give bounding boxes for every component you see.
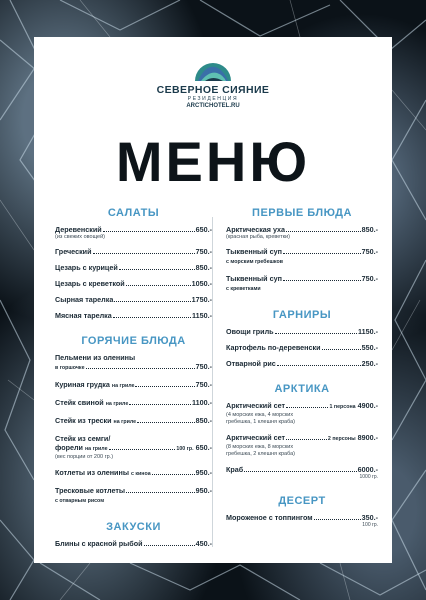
item-name: Мясная тарелка xyxy=(55,311,112,320)
item-note: (4 морских ежа, 4 морских xyxy=(226,412,294,418)
leader-dots xyxy=(113,317,191,318)
item-note: гребешка, 1 клешня краба) xyxy=(226,419,295,425)
item-price: 750.- xyxy=(361,247,378,256)
section-gap xyxy=(226,487,378,495)
leader-dots xyxy=(314,519,361,520)
section-heading-hot: ГОРЯЧИЕ БЛЮДА xyxy=(81,335,186,347)
item-name: Цезарь с курицей xyxy=(55,263,118,272)
menu-item xyxy=(55,398,212,409)
menu-title-graphic xyxy=(34,131,392,191)
leader-dots xyxy=(275,333,357,334)
item-note: (из свежих овощей) xyxy=(55,234,105,240)
menu-item xyxy=(55,539,212,548)
brand-subtitle: РЕЗИДЕНЦИЯ xyxy=(187,96,239,102)
leader-dots xyxy=(283,280,361,281)
item-price: 1150.- xyxy=(358,327,378,336)
item-note: (красная рыба, креветки) xyxy=(226,234,290,240)
item-sub: с отварным рисом xyxy=(55,498,105,504)
item-name: Сырная тарелка xyxy=(55,295,114,304)
item-name: Арктический сет xyxy=(226,401,286,410)
leader-dots xyxy=(126,285,191,286)
item-name: Стейк свиной xyxy=(55,398,104,407)
leader-dots xyxy=(86,368,195,369)
leader-dots xyxy=(322,349,361,350)
leader-dots xyxy=(277,365,361,366)
item-name: Арктический сет xyxy=(226,433,286,442)
northern-lights-logo-icon xyxy=(193,57,233,83)
item-price: 350.- xyxy=(361,513,378,522)
item-note: (вес порции от 200 гр.) xyxy=(55,454,114,460)
section-heading-arctic: АРКТИКА xyxy=(274,383,330,395)
item-sub: с креветками xyxy=(226,286,261,292)
section-heading-first-courses: ПЕРВЫЕ БЛЮДА xyxy=(252,207,352,219)
item-name: Тыквенный суп xyxy=(226,274,282,283)
item-name: Куриная грудка xyxy=(55,380,110,389)
column-divider xyxy=(212,217,213,547)
item-price: 750.- xyxy=(195,247,212,256)
item-price: 850.- xyxy=(361,225,378,234)
leader-dots xyxy=(152,474,195,475)
menu-item xyxy=(226,247,378,267)
item-price: 1050.- xyxy=(191,279,212,288)
section-heading-garnish: ГАРНИРЫ xyxy=(272,309,332,321)
menu-item xyxy=(55,434,212,461)
item-price: 1100.- xyxy=(192,398,212,407)
menu-item xyxy=(226,274,378,294)
item-name: форели xyxy=(55,443,83,452)
menu-item xyxy=(55,311,212,320)
item-sub: 1 персона xyxy=(329,404,356,410)
item-price: 850.- xyxy=(195,263,212,272)
leader-dots xyxy=(103,231,195,232)
menu-item xyxy=(55,225,212,241)
menu-item xyxy=(55,486,212,506)
item-sub: в горшочке xyxy=(55,365,85,371)
item-name: Картофель по-деревенски xyxy=(226,343,321,352)
item-price: 650.- xyxy=(195,225,212,234)
item-name: Пельмени из оленины xyxy=(55,353,136,362)
menu-item xyxy=(226,433,378,458)
leader-dots xyxy=(137,422,195,423)
leader-dots xyxy=(119,269,195,270)
item-name: Деревенский xyxy=(55,225,102,234)
menu-item xyxy=(55,380,212,391)
item-weight: 1000 гр. xyxy=(359,474,378,480)
menu-item xyxy=(226,401,378,426)
item-weight: 100 гр. xyxy=(176,446,194,452)
menu-item xyxy=(55,263,212,272)
item-sub: на гриле xyxy=(105,401,129,407)
leader-dots xyxy=(286,439,327,440)
leader-dots xyxy=(286,407,328,408)
leader-dots xyxy=(244,471,356,472)
menu-item xyxy=(55,353,212,373)
menu-card xyxy=(34,37,392,563)
item-price: 550.- xyxy=(361,343,378,352)
item-price: 750.- xyxy=(195,362,212,371)
logo-block xyxy=(34,57,392,109)
menu-title-text: МЕНЮ xyxy=(115,131,311,191)
item-name: Блины с красной рыбой xyxy=(55,539,143,548)
leader-dots xyxy=(129,404,191,405)
leader-dots xyxy=(286,231,361,232)
item-sub: на гриле xyxy=(113,419,137,425)
section-heading-salads: САЛАТЫ xyxy=(107,207,160,219)
right-column xyxy=(226,207,378,535)
item-name: Тыквенный суп xyxy=(226,247,282,256)
item-sub: на гриле xyxy=(111,383,135,389)
section-gap xyxy=(226,301,378,309)
item-price: 950.- xyxy=(195,486,212,495)
item-price: 4900.- xyxy=(357,401,378,410)
menu-item xyxy=(226,359,378,368)
menu-item xyxy=(226,327,378,336)
item-price: 1150.- xyxy=(192,311,212,320)
leader-dots xyxy=(93,253,195,254)
section-heading-dessert: ДЕСЕРТ xyxy=(278,495,326,507)
item-sub: 2 персоны xyxy=(327,436,356,442)
section-gap xyxy=(55,513,212,521)
brand-name: СЕВЕРНОЕ СИЯНИЕ xyxy=(156,84,270,96)
item-name: Цезарь с креветкой xyxy=(55,279,125,288)
item-note: (8 морских ежа, 8 морских xyxy=(226,444,294,450)
item-price: 450.- xyxy=(195,539,212,548)
item-name: Арктическая уха xyxy=(226,225,286,234)
leader-dots xyxy=(114,301,190,302)
menu-item xyxy=(226,465,378,480)
item-sub: с киноа xyxy=(130,471,151,477)
menu-item xyxy=(226,225,378,241)
item-price: 750.- xyxy=(195,380,212,389)
leader-dots xyxy=(126,492,195,493)
item-price: 8900.- xyxy=(357,433,378,442)
item-name: Тресковые котлеты xyxy=(55,486,126,495)
section-gap xyxy=(226,375,378,383)
menu-item xyxy=(55,468,212,479)
menu-item xyxy=(226,513,378,528)
item-name: Котлеты из оленины xyxy=(55,468,129,477)
item-sub: с морским гребешков xyxy=(226,259,284,265)
item-price: 1750.- xyxy=(191,295,212,304)
item-name: Краб xyxy=(226,465,244,474)
item-name: Стейк из трески xyxy=(55,416,112,425)
item-weight: 100 гр. xyxy=(362,522,378,528)
menu-title xyxy=(34,131,392,196)
menu-item xyxy=(55,247,212,256)
item-price: 950.- xyxy=(195,468,212,477)
menu-item xyxy=(55,295,212,304)
section-heading-snacks: ЗАКУСКИ xyxy=(106,521,161,533)
menu-item xyxy=(55,416,212,427)
item-name: Мороженое с топпингом xyxy=(226,513,313,522)
item-name: Овощи гриль xyxy=(226,327,274,336)
leader-dots xyxy=(283,253,361,254)
item-name: Отварной рис xyxy=(226,359,276,368)
brand-url: ARCTICHOTEL.RU xyxy=(186,103,240,109)
item-price: 6000.- xyxy=(357,465,378,474)
item-sub: на гриле xyxy=(84,446,108,452)
item-price: 650.- xyxy=(195,443,212,452)
leader-dots xyxy=(135,386,194,387)
left-column xyxy=(55,207,212,555)
menu-item xyxy=(55,279,212,288)
menu-item xyxy=(226,343,378,352)
leader-dots xyxy=(144,545,195,546)
section-gap xyxy=(55,327,212,335)
item-price: 250.- xyxy=(361,359,378,368)
item-price: 850.- xyxy=(195,416,212,425)
item-price: 750.- xyxy=(361,274,378,283)
leader-dots xyxy=(109,449,176,450)
item-name: Греческий xyxy=(55,247,92,256)
item-name-line1: Стейк из семги/ xyxy=(55,434,111,443)
item-note: гребешка, 2 клешня краба) xyxy=(226,451,295,457)
